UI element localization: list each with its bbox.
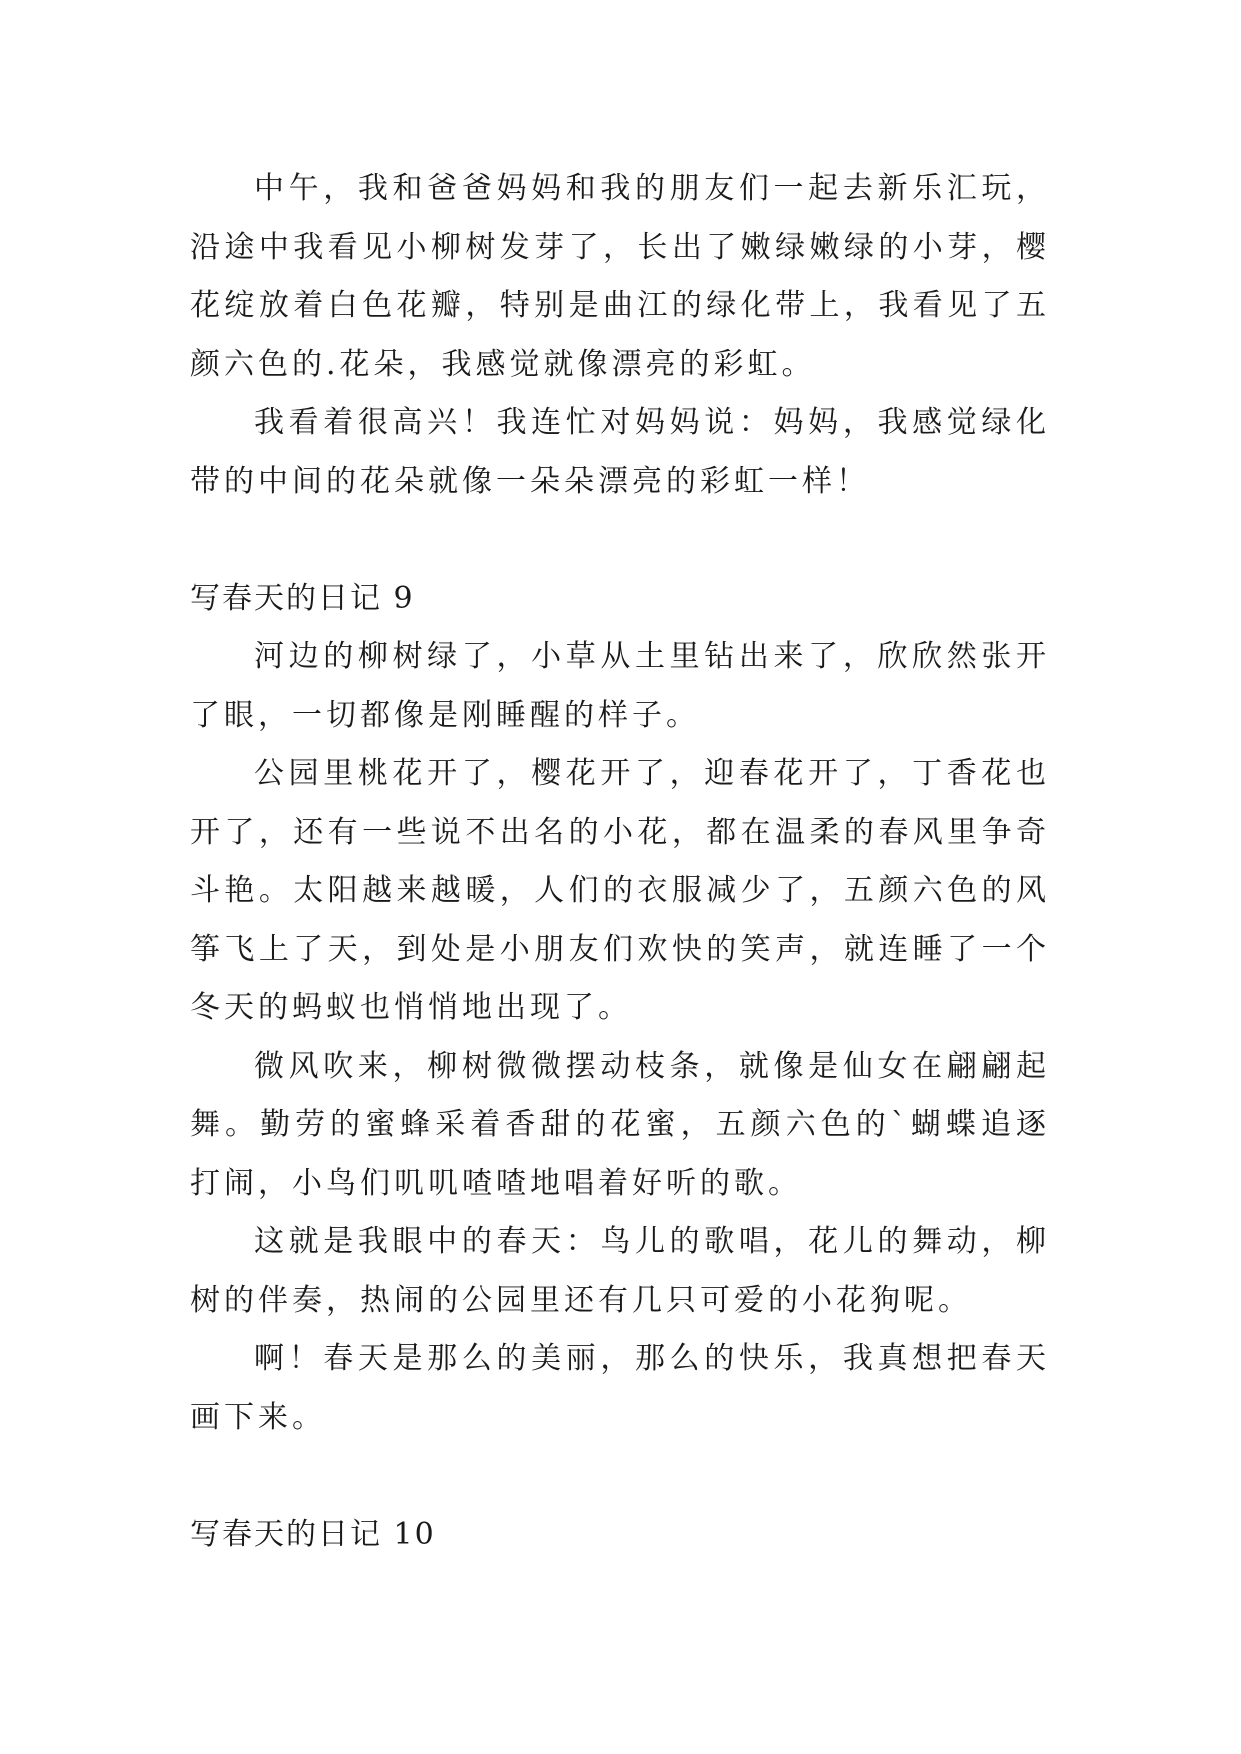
section-9-paragraph-1: 河边的柳树绿了，小草从土里钻出来了，欣欣然张开了眼，一切都像是刚睡醒的样子。 <box>190 639 1050 733</box>
intro-paragraph-2: 我看着很高兴！我连忙对妈妈说：妈妈，我感觉绿化带的中间的花朵就像一朵朵漂亮的彩虹一样！ <box>190 405 1050 499</box>
section-10-title: 写春天的日记 10 <box>190 1516 436 1552</box>
document-body <box>190 160 1050 1564</box>
section-9-paragraph-2: 公园里桃花开了，樱花开了，迎春花开了，丁香花也开了，还有一些说不出名的小花，都在温柔的春风里争奇斗艳。太阳越来越暖，人们的衣服减少了，五颜六色的风筝飞上了天，到处是小朋友们欢快的笑声，就连睡了一个冬天的蚂蚁也悄悄地出现了。 <box>190 756 1050 1025</box>
section-9-paragraph-3: 微风吹来，柳树微微摆动枝条，就像是仙女在翩翩起舞。勤劳的蜜蜂采着香甜的花蜜，五颜六色的`蝴蝶追逐打闹，小鸟们叽叽喳喳地唱着好听的歌。 <box>190 1048 1050 1201</box>
section-9-paragraph-5: 啊！春天是那么的美丽，那么的快乐，我真想把春天画下来。 <box>190 1341 1050 1435</box>
section-spacer <box>190 1447 1050 1506</box>
section-9-paragraph-4: 这就是我眼中的春天：鸟儿的歌唱，花儿的舞动，柳树的伴奏，热闹的公园里还有几只可爱的小花狗呢。 <box>190 1224 1050 1318</box>
section-spacer <box>190 511 1050 570</box>
intro-paragraph-1: 中午，我和爸爸妈妈和我的朋友们一起去新乐汇玩，沿途中我看见小柳树发芽了，长出了嫩绿嫩绿的小芽，樱花绽放着白色花瓣，特别是曲江的绿化带上，我看见了五颜六色的.花朵，我感觉就像漂亮的彩虹。 <box>190 171 1050 382</box>
section-9-title: 写春天的日记 9 <box>190 580 415 616</box>
